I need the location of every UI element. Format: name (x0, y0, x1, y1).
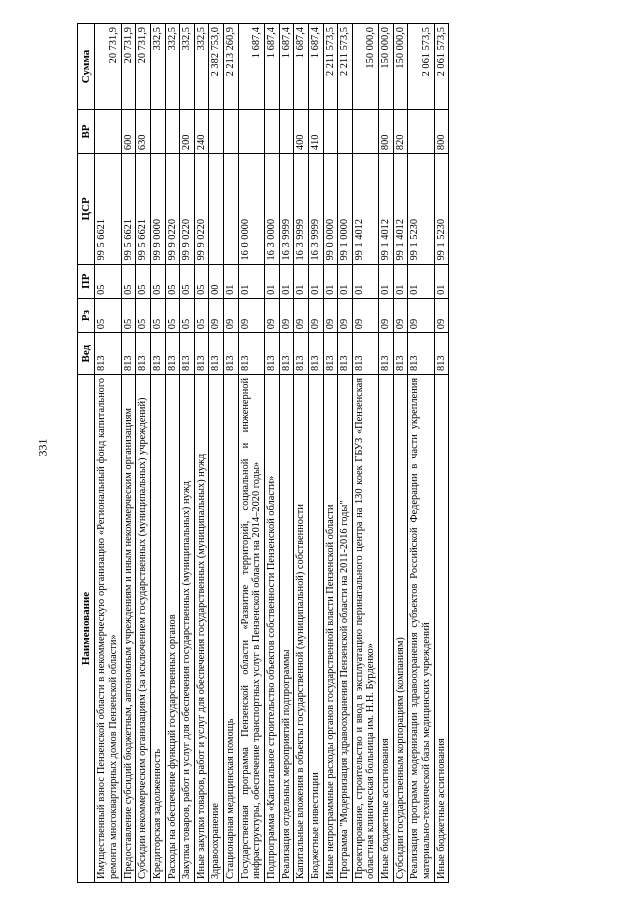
cell-vr (265, 109, 280, 153)
cell-pr: 05 (194, 264, 209, 298)
cell-ved: 813 (136, 333, 151, 375)
table-row (408, 24, 434, 883)
cell-rz: 09 (294, 298, 309, 332)
cell-vr: 400 (294, 109, 309, 153)
table-row (393, 24, 408, 883)
cell-rz: 09 (408, 298, 434, 332)
cell-sum: 1 687,4 (238, 24, 264, 110)
cell-ved: 813 (265, 333, 280, 375)
cell-sum: 332,5 (165, 24, 180, 110)
cell-rz: 05 (121, 298, 136, 332)
table-body (95, 24, 449, 883)
cell-pr: 01 (379, 264, 394, 298)
cell-pr: 01 (352, 264, 378, 298)
cell-pr: 01 (408, 264, 434, 298)
cell-ved: 813 (393, 333, 408, 375)
cell-rz: 09 (323, 298, 338, 332)
cell-rz: 05 (165, 298, 180, 332)
cell-name: Капитальные вложения в объекты государственной (муниципальной) собственности (294, 374, 309, 882)
cell-rz: 05 (150, 298, 165, 332)
table-row (121, 24, 136, 883)
cell-sum: 20 731,9 (136, 24, 151, 110)
table-row (265, 24, 280, 883)
budget-table (77, 23, 449, 883)
cell-name: Субсидии некоммерческим организациям (за исключением государственных (муниципальных) учреждений) (136, 374, 151, 882)
cell-csr: 16 3 9999 (308, 154, 323, 264)
cell-pr: 01 (224, 264, 239, 298)
cell-pr: 05 (95, 264, 121, 298)
cell-csr: 99 1 4012 (352, 154, 378, 264)
cell-sum: 150 000,0 (393, 24, 408, 110)
cell-vr: 600 (121, 109, 136, 153)
cell-vr (165, 109, 180, 153)
cell-vr: 820 (393, 109, 408, 153)
table-row (224, 24, 239, 883)
cell-sum: 1 687,4 (308, 24, 323, 110)
cell-ved: 813 (308, 333, 323, 375)
cell-vr: 800 (379, 109, 394, 153)
cell-csr: 99 1 0000 (338, 154, 353, 264)
rotated-page-content (77, 23, 449, 883)
cell-rz: 09 (393, 298, 408, 332)
cell-sum: 20 731,9 (95, 24, 121, 110)
cell-name: Программа "Модернизация здравоохранения Пензенской области на 2011-2016 годы" (338, 374, 353, 882)
cell-name: Расходы на обеспечение функций государственных органов (165, 374, 180, 882)
cell-vr: 240 (194, 109, 209, 153)
cell-vr (238, 109, 264, 153)
table-row (150, 24, 165, 883)
cell-sum: 150 000,0 (379, 24, 394, 110)
cell-rz: 09 (379, 298, 394, 332)
table-row (323, 24, 338, 883)
cell-csr: 99 9 0220 (165, 154, 180, 264)
cell-name: Государственная программа Пензенской области «Развитие территорий, социальной и инженерной инфраструктуры, обеспечение транспортных услуг в Пензенской области на 2014–2020 годы» (238, 374, 264, 882)
cell-vr (323, 109, 338, 153)
cell-pr: 05 (165, 264, 180, 298)
cell-csr (224, 154, 239, 264)
table-row (434, 24, 449, 883)
cell-vr: 630 (136, 109, 151, 153)
cell-ved: 813 (121, 333, 136, 375)
table-row (95, 24, 121, 883)
cell-rz: 09 (352, 298, 378, 332)
table-row (180, 24, 195, 883)
cell-pr: 05 (180, 264, 195, 298)
header-sum: Сумма (78, 24, 95, 110)
cell-sum: 332,5 (194, 24, 209, 110)
cell-pr: 01 (308, 264, 323, 298)
table-row (165, 24, 180, 883)
cell-csr: 99 9 0220 (194, 154, 209, 264)
cell-name: Имущественный взнос Пензенской области в некоммерческую организацию «Региональный фонд капитального ремонта многоквартирных домов Пензенской области» (95, 374, 121, 882)
header-pr: ПР (78, 264, 95, 298)
cell-pr: 00 (209, 264, 224, 298)
cell-pr: 01 (294, 264, 309, 298)
cell-rz: 09 (238, 298, 264, 332)
cell-vr: 800 (434, 109, 449, 153)
cell-csr: 99 1 5230 (408, 154, 434, 264)
cell-csr: 99 1 4012 (393, 154, 408, 264)
cell-csr: 99 5 6621 (121, 154, 136, 264)
cell-name: Бюджетные инвестиции (308, 374, 323, 882)
cell-csr: 99 9 0000 (150, 154, 165, 264)
cell-vr (224, 109, 239, 153)
cell-name: Здравоохранение (209, 374, 224, 882)
cell-name: Иные закупки товаров, работ и услуг для обеспечения государственных (муниципальных) нужд (194, 374, 209, 882)
cell-name: Иные бюджетные ассигнования (434, 374, 449, 882)
table-row (194, 24, 209, 883)
cell-rz: 09 (338, 298, 353, 332)
cell-ved: 813 (338, 333, 353, 375)
cell-rz: 09 (434, 298, 449, 332)
cell-csr: 16 3 0000 (265, 154, 280, 264)
cell-pr: 05 (121, 264, 136, 298)
cell-pr: 01 (323, 264, 338, 298)
table-row (294, 24, 309, 883)
cell-name: Кредиторская задолженность (150, 374, 165, 882)
cell-sum: 2 213 260,9 (224, 24, 239, 110)
cell-pr: 01 (393, 264, 408, 298)
cell-ved: 813 (150, 333, 165, 375)
cell-vr (408, 109, 434, 153)
cell-rz: 05 (95, 298, 121, 332)
cell-csr: 16 3 9999 (294, 154, 309, 264)
cell-vr (352, 109, 378, 153)
table-row (352, 24, 378, 883)
table-row (136, 24, 151, 883)
cell-sum: 1 687,4 (294, 24, 309, 110)
page-number: 331 (35, 438, 50, 457)
cell-name: Стационарная медицинская помощь (224, 374, 239, 882)
cell-sum: 150 000,0 (352, 24, 378, 110)
header-csr: ЦСР (78, 154, 95, 264)
cell-sum: 1 687,4 (279, 24, 294, 110)
cell-name: Закупка товаров, работ и услуг для обеспечения государственных (муниципальных) нужд (180, 374, 195, 882)
cell-sum: 2 382 753,0 (209, 24, 224, 110)
cell-csr: 99 1 4012 (379, 154, 394, 264)
cell-vr (338, 109, 353, 153)
cell-name: Реализация отдельных мероприятий подпрограммы (279, 374, 294, 882)
cell-ved: 813 (352, 333, 378, 375)
cell-ved: 813 (408, 333, 434, 375)
cell-csr: 99 9 0220 (180, 154, 195, 264)
table-row (338, 24, 353, 883)
cell-ved: 813 (279, 333, 294, 375)
cell-sum: 2 061 573,5 (408, 24, 434, 110)
cell-sum: 2 061 573,5 (434, 24, 449, 110)
cell-ved: 813 (209, 333, 224, 375)
cell-csr: 16 3 9999 (279, 154, 294, 264)
cell-csr: 99 1 5230 (434, 154, 449, 264)
cell-ved: 813 (95, 333, 121, 375)
cell-name: Иные непрограммные расходы органов государственной власти Пензенской области (323, 374, 338, 882)
cell-ved: 813 (434, 333, 449, 375)
cell-name: Подпрограмма «Капитальное строительство объектов собственности Пензенской области» (265, 374, 280, 882)
cell-sum: 1 687,4 (265, 24, 280, 110)
cell-ved: 813 (379, 333, 394, 375)
cell-rz: 09 (279, 298, 294, 332)
cell-vr (279, 109, 294, 153)
cell-name: Иные бюджетные ассигнования (379, 374, 394, 882)
cell-vr (150, 109, 165, 153)
cell-vr (209, 109, 224, 153)
cell-name: Предоставление субсидий бюджетным, автономным учреждениям и иным некоммерческим организациям (121, 374, 136, 882)
table-row (379, 24, 394, 883)
cell-sum: 2 211 573,5 (338, 24, 353, 110)
cell-ved: 813 (224, 333, 239, 375)
cell-ved: 813 (194, 333, 209, 375)
cell-sum: 2 211 573,5 (323, 24, 338, 110)
cell-pr: 05 (150, 264, 165, 298)
cell-csr (209, 154, 224, 264)
cell-sum: 332,5 (180, 24, 195, 110)
cell-rz: 05 (194, 298, 209, 332)
cell-vr: 200 (180, 109, 195, 153)
cell-pr: 01 (265, 264, 280, 298)
header-vr: ВР (78, 109, 95, 153)
table-header-row (78, 24, 95, 883)
cell-pr: 01 (338, 264, 353, 298)
table-row (238, 24, 264, 883)
header-name: Наименование (78, 374, 95, 882)
cell-pr: 01 (238, 264, 264, 298)
cell-rz: 09 (308, 298, 323, 332)
cell-pr: 05 (136, 264, 151, 298)
cell-sum: 332,5 (150, 24, 165, 110)
cell-ved: 813 (180, 333, 195, 375)
cell-rz: 05 (136, 298, 151, 332)
cell-vr: 410 (308, 109, 323, 153)
header-rz: Рз (78, 298, 95, 332)
cell-pr: 01 (279, 264, 294, 298)
cell-csr: 99 5 6621 (136, 154, 151, 264)
table-row (308, 24, 323, 883)
cell-sum: 20 731,9 (121, 24, 136, 110)
table-row (209, 24, 224, 883)
cell-name: Субсидии государственным корпорациям (компаниям) (393, 374, 408, 882)
cell-name: Реализация программ модернизации здравоохранения субъектов Российской Федерации в части укрепления материально-технической базы медицинских учреждений (408, 374, 434, 882)
cell-ved: 813 (294, 333, 309, 375)
cell-vr (95, 109, 121, 153)
cell-rz: 09 (265, 298, 280, 332)
cell-rz: 05 (180, 298, 195, 332)
cell-ved: 813 (165, 333, 180, 375)
cell-csr: 99 5 6621 (95, 154, 121, 264)
cell-csr: 99 0 0000 (323, 154, 338, 264)
cell-rz: 09 (209, 298, 224, 332)
table-row (279, 24, 294, 883)
cell-pr: 01 (434, 264, 449, 298)
header-ved: Вед (78, 333, 95, 375)
cell-csr: 16 0 0000 (238, 154, 264, 264)
cell-ved: 813 (238, 333, 264, 375)
cell-name: Проектирование, строительство и ввод в эксплуатацию перинатального центра на 130 коек ГБУЗ «Пензенская областная клиническая больница им. Н.Н. Бурденко» (352, 374, 378, 882)
cell-ved: 813 (323, 333, 338, 375)
cell-rz: 09 (224, 298, 239, 332)
